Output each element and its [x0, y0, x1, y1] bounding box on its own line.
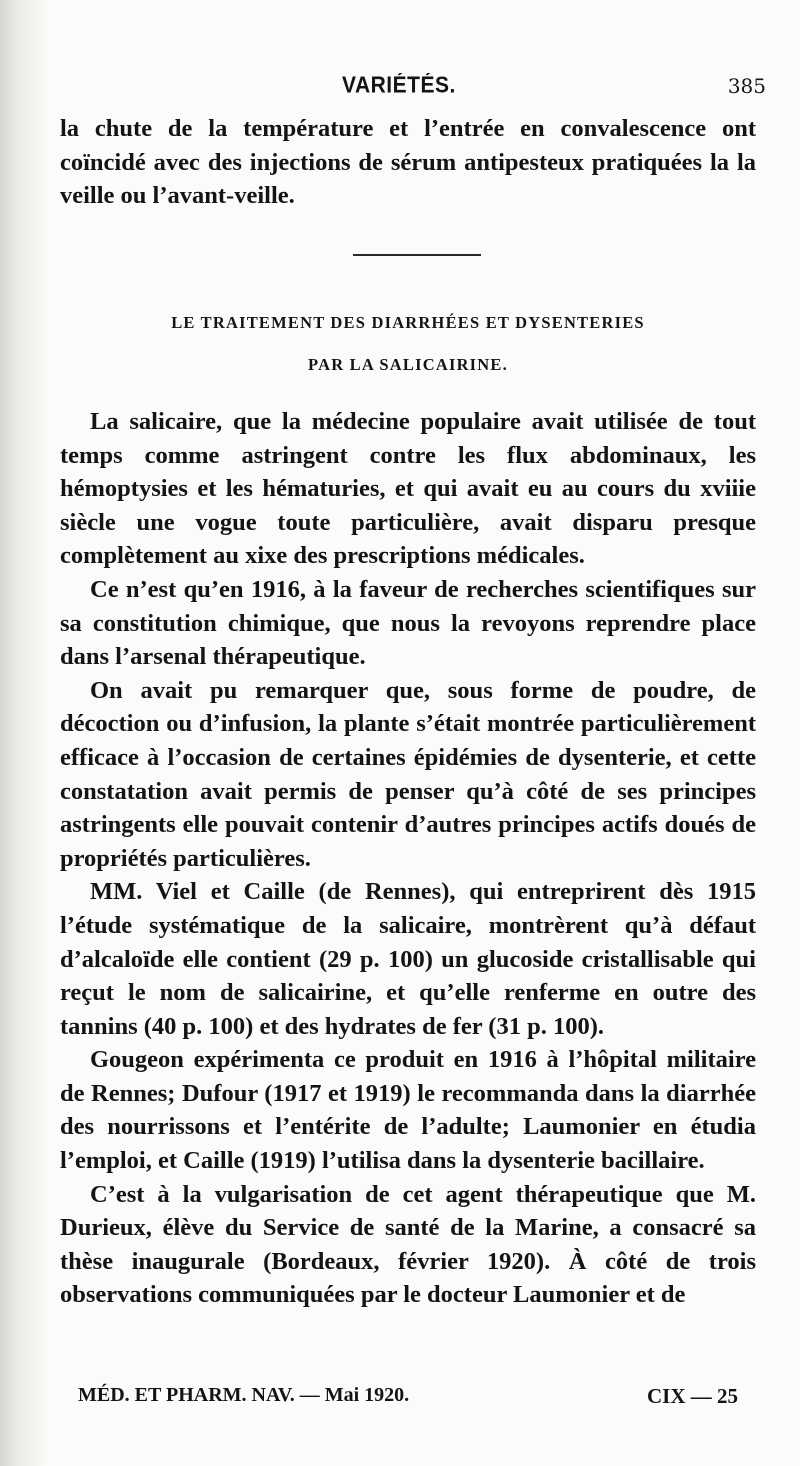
article-body	[60, 405, 756, 1312]
article-title-line-1: LE TRAITEMENT DES DIARRHÉES ET DYSENTERIES	[171, 313, 645, 332]
paragraph-6: C’est à la vulgarisation de cet agent thérapeutique que M. Durieux, élève du Service de santé de la Marine, a consacré sa thèse inaugurale (Bordeaux, février 1920). À côté de trois observations communiquées par le docteur Laumonier et de	[60, 1180, 756, 1309]
paragraph-3: On avait pu remarquer que, sous forme de poudre, de décoction ou d’infusion, la plante s’était montrée particulièrement efficace à l’occasion de certaines épidémies de dysenterie, et cette constatation avait permis de penser qu’à côté de ses principes astringents elle pouvait contenir d’autres principes actifs doués de propriétés particulières.	[60, 676, 756, 872]
paragraph-2: Ce n’est qu’en 1916, à la faveur de recherches scientifiques sur sa constitution chimique, que nous la revoyons reprendre place dans l’arsenal thérapeutique.	[60, 575, 756, 671]
running-title: VARIÉTÉS.	[342, 73, 456, 98]
paragraph-5: Gougeon expérimenta ce produit en 1916 à l’hôpital militaire de Rennes; Dufour (1917 et 1919) le recommanda dans la diarrhée des nourrissons et l’entérite de l’adulte; Laumonier en étudia l’emploi, et Caille (1919) l’utilisa dans la dysenterie bacillaire.	[60, 1046, 756, 1175]
footer-signature: CIX — 25	[646, 1384, 738, 1408]
page-footer	[78, 1384, 738, 1412]
running-head	[60, 74, 766, 104]
paragraph-4: MM. Viel et Caille (de Rennes), qui entreprirent dès 1915 l’étude systématique de la salicaire, montrèrent qu’à défaut d’alcaloïde elle contient (29 p. 100) un glucoside cristallisable qui reçut le nom de salicairine, et qu’elle renferme en outre des tannins (40 p. 100) et des hydrates de fer (31 p. 100).	[60, 878, 756, 1040]
article-title-line-2: PAR LA SALICAIRINE.	[308, 355, 508, 374]
page-number: 385	[727, 74, 766, 98]
paragraph-1: La salicaire, que la médecine populaire avait utilisée de tout temps comme astringent contre les flux abdominaux, les hémoptysies et les hématuries, et qui avait eu au cours du xviiie siècle une vogue toute particulière, avait disparu presque complètement au xixe des prescriptions médicales.	[60, 408, 756, 570]
footer-journal: MÉD. ET PHARM. NAV. — Mai 1920.	[78, 1384, 410, 1406]
intro-paragraph-block	[60, 112, 756, 213]
section-separator	[353, 254, 481, 256]
intro-paragraph: la chute de la température et l’entrée en convalescence ont coïncidé avec des injections de sérum antipesteux pratiquées la la veille ou l’avant-veille.	[60, 115, 756, 210]
